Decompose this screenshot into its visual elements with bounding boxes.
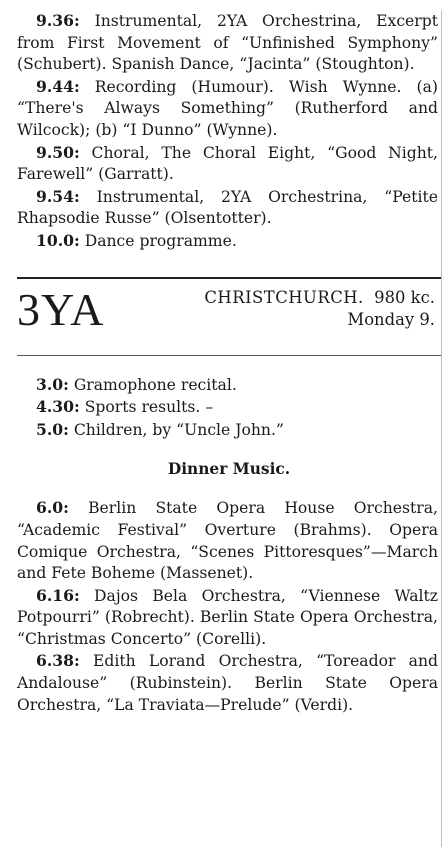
- station-city: CHRISTCHURCH.: [204, 287, 364, 307]
- early-programme-list: [17, 374, 441, 442]
- station-day: Monday 9.: [347, 309, 435, 329]
- station-frequency: 980 kc.: [374, 287, 435, 307]
- newspaper-column: [17, 10, 442, 847]
- entry-time: 9.36:: [36, 11, 80, 30]
- section-heading: Dinner Music.: [167, 460, 291, 479]
- entry-text: Dajos Bela Orchestra, “Viennese Waltz Potpourri” (Robrecht). Berlin State Opera Orchestra, “Christmas Concerto” (Corelli).: [17, 586, 438, 648]
- entry-time: 6.16:: [36, 585, 80, 605]
- entry-time: 9.50:: [36, 142, 80, 162]
- entry-text: Choral, The Choral Eight, “Good Night, Farewell” (Garratt).: [17, 143, 438, 184]
- entry-time: 9.44:: [36, 76, 80, 96]
- programme-entry: [17, 10, 441, 76]
- entry-time: 9.54:: [36, 186, 80, 206]
- station-header: [17, 279, 441, 355]
- entry-text: Gramophone recital.: [68, 375, 237, 394]
- programme-entry: [17, 396, 441, 419]
- entry-time: 5.0:: [36, 419, 69, 439]
- entry-text: Edith Lorand Orchestra, “Toreador and Andalouse” (Rubinstein). Berlin State Opera Orchestra, “La Traviata—Prelude” (Verdi).: [17, 652, 438, 714]
- station-info: [135, 287, 441, 331]
- station-city-line: [135, 287, 435, 309]
- entry-text: Children, by “Uncle John.”: [68, 420, 284, 439]
- programme-entry: [17, 419, 441, 442]
- programme-entry: [17, 186, 441, 230]
- programme-entry: [17, 230, 441, 253]
- entry-text: Sports results. –: [79, 398, 214, 417]
- entry-text: Instrumental, 2YA Orchestrina, Excerpt from First Movement of “Unfinished Symphony” (Schubert). Spanish Dance, “Jacinta” (Stoughton).: [17, 12, 438, 74]
- entry-time: 6.38:: [36, 651, 80, 671]
- dinner-programme-list: [17, 497, 441, 716]
- entry-text: Recording (Humour). Wish Wynne. (a) “There's Always Something” (Rutherford and Wilcock); (b) “I Dunno” (Wynne).: [17, 77, 438, 139]
- entry-text: Instrumental, 2YA Orchestrina, “Petite Rhapsodie Russe” (Olsentotter).: [17, 187, 438, 228]
- entry-text: Dance programme.: [79, 231, 237, 250]
- entry-time: 3.0:: [36, 374, 69, 394]
- entry-time: 10.0:: [36, 230, 80, 250]
- programme-entry: [17, 497, 441, 584]
- programme-entry: [17, 142, 441, 186]
- station-callsign: 3YA: [17, 283, 105, 335]
- programme-entry: [17, 374, 441, 397]
- programme-entry: [17, 76, 441, 142]
- programme-entry: [17, 650, 441, 716]
- entry-text: Berlin State Opera House Orchestra, “Academic Festival” Overture (Brahms). Opera Comique Orchestra, “Scenes Pittoresques”—March and Fete Boheme (Massenet).: [17, 499, 438, 583]
- entry-time: 6.0:: [36, 498, 69, 518]
- top-programme-list: [17, 10, 441, 253]
- entry-time: 4.30:: [36, 397, 80, 417]
- programme-entry: [17, 585, 441, 651]
